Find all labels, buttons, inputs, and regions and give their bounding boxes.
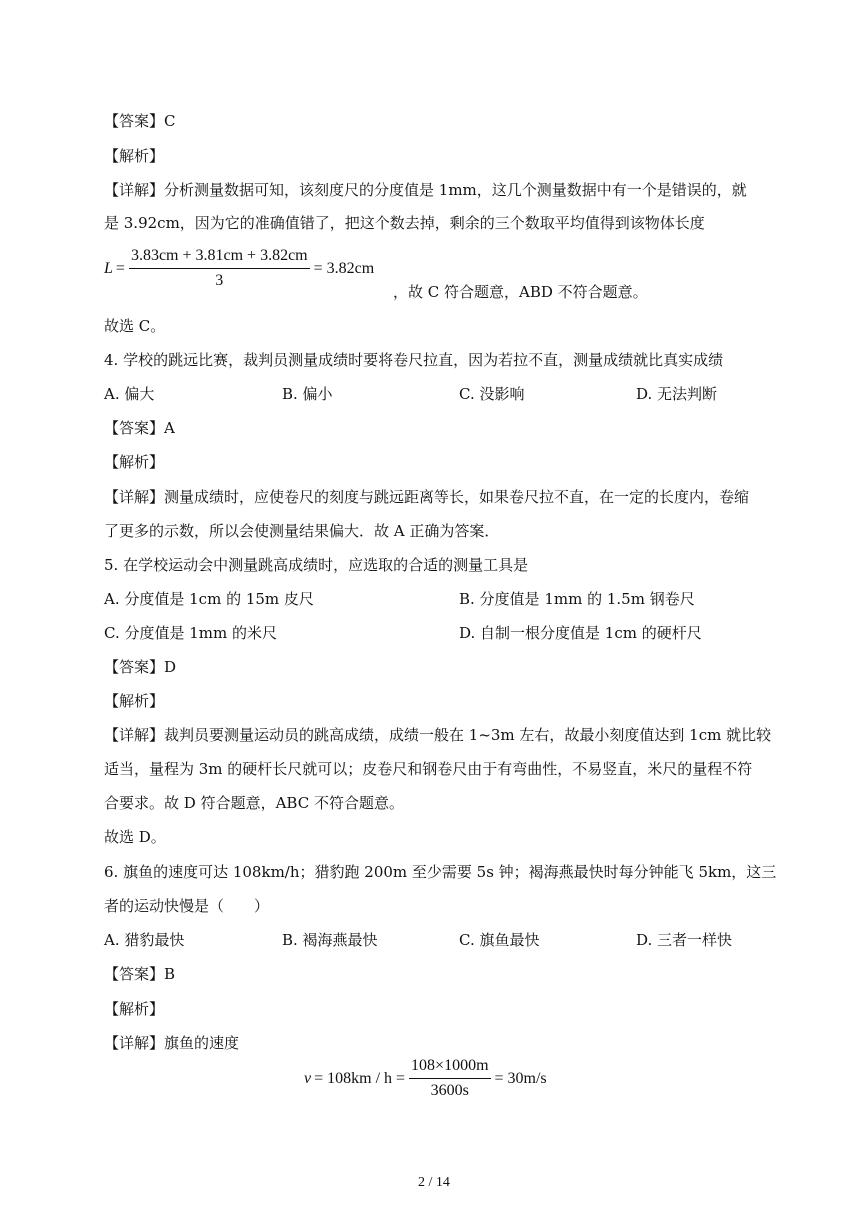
formula-fraction <box>409 1057 490 1100</box>
analysis-label: 【解析】 <box>104 147 165 165</box>
formula-lhs: L <box>104 259 113 277</box>
detail-text: 【详解】裁判员要测量运动员的跳高成绩，成绩一般在 1~3m 左右，故最小刻度值达到 1cm 就比较 <box>104 726 772 744</box>
detail-text: 【详解】分析测量数据可知，该刻度尺的分度值是 1mm，这几个测量数据中有一个是错误的，就 <box>104 181 747 199</box>
detail-text: 是 3.92cm，因为它的准确值错了，把这个数去掉，剩余的三个数取平均值得到该物体长度 <box>104 214 705 232</box>
question-4: 4. 学校的跳远比赛，裁判员测量成绩时要将卷尺拉直，因为若拉不直，测量成绩就比真实成绩 <box>104 351 724 369</box>
formula-speed <box>304 1057 547 1100</box>
detail-text: 了更多的示数，所以会使测量结果偏大．故 A 正确为答案． <box>104 522 500 540</box>
q4-option-b: B. 偏小 <box>282 385 333 403</box>
page-number: 2 / 14 <box>418 1175 450 1190</box>
formula-result: = 30m/s <box>494 1069 547 1087</box>
detail-text: ，故 C 符合题意，ABD 不符合题意。 <box>393 283 648 301</box>
formula-lhs: v <box>304 1069 312 1087</box>
q6-option-a: A. 猎豹最快 <box>104 931 185 949</box>
formula-fraction <box>129 247 310 290</box>
analysis-label: 【解析】 <box>104 1000 165 1018</box>
q5-option-b: B. 分度值是 1mm 的 1.5m 钢卷尺 <box>459 590 695 608</box>
q4-option-a: A. 偏大 <box>104 385 155 403</box>
formula-numerator: 3.83cm + 3.81cm + 3.82cm <box>129 247 310 269</box>
q6-option-c: C. 旗鱼最快 <box>459 931 540 949</box>
conclusion-text: 故选 C。 <box>104 317 166 335</box>
analysis-label: 【解析】 <box>104 453 165 471</box>
formula-denominator: 3 <box>215 272 224 289</box>
detail-text: 合要求。故 D 符合题意，ABC 不符合题意。 <box>104 794 404 812</box>
detail-text: 【详解】测量成绩时，应使卷尺的刻度与跳远距离等长，如果卷尺拉不直，在一定的长度内，卷缩 <box>104 488 750 506</box>
q4-option-c: C. 没影响 <box>459 385 525 403</box>
q5-option-a: A. 分度值是 1cm 的 15m 皮尺 <box>104 590 314 608</box>
detail-text: 【详解】旗鱼的速度 <box>104 1034 240 1052</box>
q6-option-d: D. 三者一样快 <box>636 931 733 949</box>
answer-label: 【答案】D <box>104 658 177 676</box>
answer-label: 【答案】B <box>104 965 176 983</box>
question-6: 6. 旗鱼的速度可达 108km/h；猎豹跑 200m 至少需要 5s 钟；褐海燕最快时每分钟能飞 5km，这三 <box>104 863 777 881</box>
detail-text: 适当，量程为 3m 的硬杆长尺就可以；皮卷尺和钢卷尺由于有弯曲性，不易竖直，米尺的量程不符 <box>104 760 753 778</box>
formula-numerator: 108×1000m <box>409 1057 490 1079</box>
formula-denominator: 3600s <box>430 1082 469 1099</box>
question-6-cont: 者的运动快慢是（ ） <box>104 897 270 915</box>
q5-option-d: D. 自制一根分度值是 1cm 的硬杆尺 <box>459 624 702 642</box>
q5-option-c: C. 分度值是 1mm 的米尺 <box>104 624 278 642</box>
question-5: 5. 在学校运动会中测量跳高成绩时，应选取的合适的测量工具是 <box>104 556 529 574</box>
q4-option-d: D. 无法判断 <box>636 385 718 403</box>
formula-length <box>104 247 374 290</box>
formula-result: = 3.82cm <box>313 259 375 277</box>
formula-eq: = <box>115 259 125 277</box>
answer-label: 【答案】C <box>104 112 176 130</box>
answer-label: 【答案】A <box>104 419 175 437</box>
conclusion-text: 故选 D。 <box>104 828 166 846</box>
analysis-label: 【解析】 <box>104 692 165 710</box>
q6-option-b: B. 褐海燕最快 <box>282 931 378 949</box>
formula-mid: = 108km / h = <box>314 1069 406 1087</box>
